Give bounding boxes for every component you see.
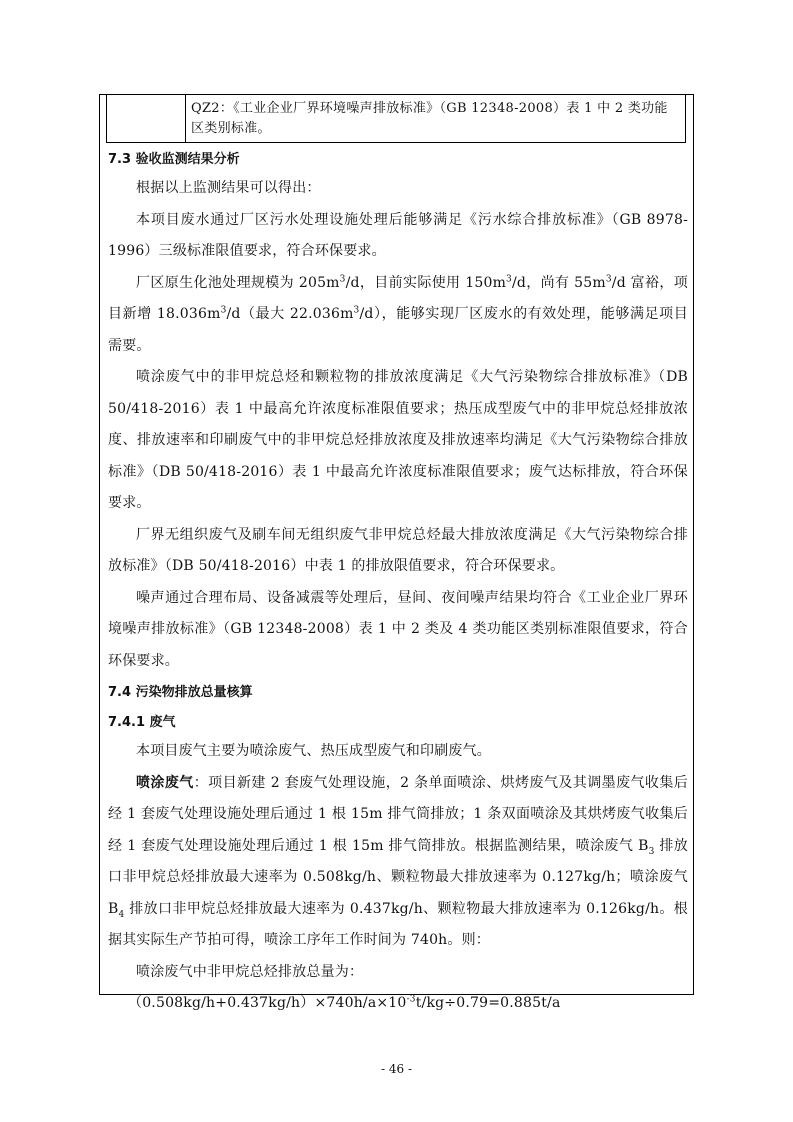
section-title: 废气 — [149, 715, 176, 730]
paragraph-noise: 噪声通过合理布局、设备减震等处理后，昼间、夜间噪声结果均符合《工业企业厂界环境噪声排放标准》（GB 12348-2008）表 1 中 2 类及 4 类功能区类别标准限值要求，符合环保要求。 — [108, 589, 688, 669]
main-content — [108, 147, 688, 1020]
paragraph-spray-calculation: 喷涂废气：项目新建 2 套废气处理设施，2 条单面喷涂、烘烤废气及其调墨废气收集后经 1 套废气处理设施处理后通过 1 根 15m 排气筒排放；1 条双面喷涂及其烘烤废气收集后经 1 套废气处理设施处理后通过 1 根 15m 排气筒排放。根据监测结果，喷涂废气 $B_3$ 排放口非甲烷总烃排放最大速率为 0.508kg/h、颗粒物最大排放速率为 0.127kg/h；喷涂废气 $B_4$ 排放口非甲烷总烃排放最大速率为 0.437kg/h、颗粒物最大排放速率为 0.126kg/h。根据其实际生产节拍可得，喷涂工序年工作时间为 740h。则： — [108, 774, 688, 948]
paragraph-wastewater: 本项目废水通过厂区污水处理设施处理后能够满足《污水综合排放标准》（GB 8978-1996）三级标准限值要求，符合环保要求。 — [108, 211, 688, 259]
page-number: - 46 - — [380, 1062, 412, 1076]
section-number: 7.4.1 — [108, 715, 146, 730]
section-number: 7.3 — [108, 152, 132, 167]
paragraph-septic-tank: 厂区原生化池处理规模为 $205m^3/d$，目前实际使用 $150m^3/d$，尚有 $55m^3/d$ 富裕，项目新增 $18.036m^3/d$（最大 $22.036m^3/d$），能够实现厂区废水的有效处理，能够满足项目需要。 — [108, 273, 688, 354]
section-title: 验收监测结果分析 — [135, 152, 240, 167]
standards-table — [106, 95, 686, 143]
section-7-4-1-heading — [108, 710, 688, 736]
section-number: 7.4 — [108, 685, 132, 700]
term-spray-exhaust: 喷涂废气 — [136, 774, 194, 791]
paragraph-total-emission: 喷涂废气中非甲烷总烃排放总量为： — [136, 963, 364, 980]
paragraph-intro: 根据以上监测结果可以得出： — [136, 180, 321, 196]
formula: $(0.508kg/h+0.437kg/h)\times 740h/a\times 10^{-3}t/kg\div 0.79=0.885t/a$ — [128, 994, 561, 1011]
paragraph-spray-exhaust: 喷涂废气中的非甲烷总烃和颗粒物的排放浓度满足《大气污染物综合排放标准》（DB 50/418-2016）表 1 中最高允许浓度标准限值要求；热压成型废气中的非甲烷总烃排放浓度、排放速率和印刷废气中的非甲烷总烃排放浓度及排放速率均满足《大气污染物综合排放标准》（DB 50/418-2016）表 1 中最高允许浓度标准限值要求；废气达标排放，符合环保要求。 — [108, 369, 688, 511]
table-column-divider — [185, 95, 186, 142]
paragraph-fugitive-exhaust: 厂界无组织废气及刷车间无组织废气非甲烷总烃最大排放浓度满足《大气污染物综合排放标准》（DB 50/418-2016）中表 1 的排放限值要求，符合环保要求。 — [108, 526, 688, 574]
section-7-3-heading — [108, 147, 688, 173]
content-frame — [99, 94, 694, 1011]
section-title: 污染物排放总量核算 — [135, 685, 253, 700]
table-cell-qz2: QZ2：《工业企业厂界环境噪声排放标准》（GB 12348-2008）表 1 中 2 类功能区类别标准。 — [191, 101, 668, 136]
section-7-4-heading — [108, 680, 688, 706]
paragraph-exhaust-types: 本项目废气主要为喷涂废气、热压成型废气和印刷废气。 — [136, 743, 491, 759]
